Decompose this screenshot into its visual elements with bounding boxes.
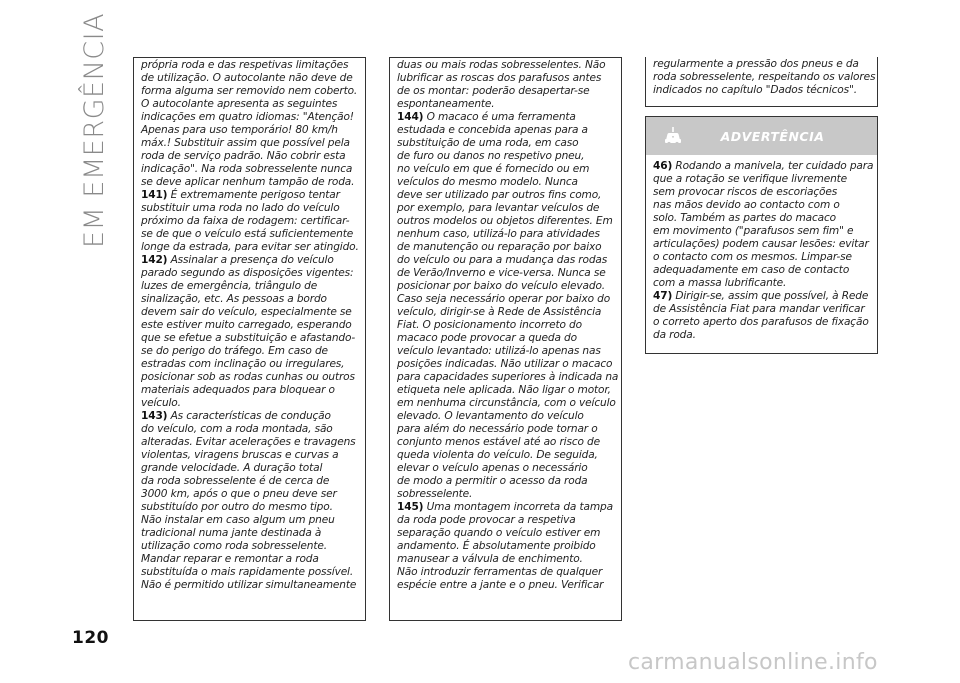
paragraph xyxy=(397,111,619,501)
column-2-text xyxy=(390,58,621,592)
warning-box xyxy=(645,116,878,354)
line-text: sem provocar riscos de escoriações xyxy=(653,186,838,198)
line-text: adequadamente em caso de contacto xyxy=(653,264,850,276)
paragraph xyxy=(141,254,359,410)
text-line xyxy=(141,475,359,488)
text-line xyxy=(141,215,359,228)
line-text: solo. Também as partes do macaco xyxy=(653,212,836,224)
text-line xyxy=(141,345,359,358)
line-text: substituído por outro do mesmo tipo. xyxy=(141,501,333,513)
text-line xyxy=(397,111,615,124)
text-line xyxy=(397,215,615,228)
text-line xyxy=(397,150,615,163)
text-line xyxy=(397,254,615,267)
text-line xyxy=(653,238,871,251)
text-line xyxy=(141,189,359,202)
text-line xyxy=(141,176,359,189)
line-text: As características de condução xyxy=(170,410,331,422)
line-text: Dirigir-se, assim que possível, à Rede xyxy=(675,290,869,302)
line-text: tradicional numa jante destinada à xyxy=(141,527,322,539)
text-line xyxy=(141,202,359,215)
text-line xyxy=(141,332,359,345)
line-text: sinalização, etc. As pessoas a bordo xyxy=(141,293,327,305)
line-text: com a massa lubrificante. xyxy=(653,277,787,289)
text-line xyxy=(397,189,615,202)
text-line xyxy=(141,228,359,241)
text-line xyxy=(397,124,615,137)
text-line xyxy=(141,462,359,475)
column-2 xyxy=(389,57,622,621)
text-line xyxy=(397,85,615,98)
line-text: alteradas. Evitar acelerações e travagens xyxy=(141,436,356,448)
text-line xyxy=(397,163,615,176)
line-text: para além do necessário pode tornar o xyxy=(397,423,598,435)
line-text: Assinalar a presença do veículo xyxy=(170,254,334,266)
text-line xyxy=(397,358,615,371)
line-text: da roda sobresselente é de cerca de xyxy=(141,475,330,487)
text-line xyxy=(397,553,615,566)
line-text: se do perigo do tráfego. Em caso de xyxy=(141,345,328,357)
watermark: carmanualsonline.info xyxy=(628,650,878,675)
section-title: EM EMERGÊNCIA xyxy=(79,12,110,248)
line-text: o contacto com os mesmos. Limpar-se xyxy=(653,251,852,263)
line-text: Caso seja necessário operar por baixo do xyxy=(397,293,611,305)
line-text: luzes de emergência, triângulo de xyxy=(141,280,318,292)
line-text: de Assistência Fiat para mandar verificar xyxy=(653,303,865,315)
text-line xyxy=(653,71,876,84)
line-text: posicionar por baixo do veículo elevado. xyxy=(397,280,606,292)
line-text: para capacidades superiores à indicada na xyxy=(397,371,619,383)
line-text: se de que o veículo está suficientemente xyxy=(141,228,354,240)
paragraph xyxy=(397,501,615,592)
paragraph xyxy=(653,160,874,290)
line-text: estradas com inclinação ou irregulares, xyxy=(141,358,345,370)
line-text: forma alguma ser removido nem coberto. xyxy=(141,85,358,97)
text-line xyxy=(397,137,615,150)
paragraph xyxy=(653,290,871,342)
line-text: de furo ou danos no respetivo pneu, xyxy=(397,150,585,162)
text-line xyxy=(397,397,615,410)
column-3-top xyxy=(645,57,878,107)
text-line xyxy=(397,514,615,527)
line-text: da roda pode provocar a respetiva xyxy=(397,514,576,526)
line-text: em nenhuma circunstância, com o veículo xyxy=(397,397,616,409)
note-number: 143) xyxy=(141,410,168,422)
line-text: Uma montagem incorreta da tampa xyxy=(426,501,613,513)
text-line xyxy=(141,501,359,514)
line-text: Não instalar em caso algum um pneu xyxy=(141,514,335,526)
text-line xyxy=(653,316,871,329)
warning-body xyxy=(646,155,877,342)
line-text: de Verão/Inverno e vice-versa. Nunca se xyxy=(397,267,606,279)
line-text: posicionar sob as rodas cunhas ou outros xyxy=(141,371,355,383)
text-line xyxy=(397,384,615,397)
text-line xyxy=(141,267,359,280)
text-line xyxy=(141,358,359,371)
line-text: veículos do mesmo modelo. Nunca xyxy=(397,176,578,188)
text-line xyxy=(141,59,359,72)
text-line xyxy=(141,527,359,540)
text-line xyxy=(397,228,615,241)
line-text: substituição de uma roda, em caso xyxy=(397,137,579,149)
line-text: grande velocidade. A duração total xyxy=(141,462,323,474)
line-text: roda sobresselente, respeitando os valores xyxy=(653,71,876,83)
text-line xyxy=(653,58,871,71)
line-text: etiqueta nele aplicada. Não ligar o motor, xyxy=(397,384,611,396)
line-text: do veículo, com a roda montada, são xyxy=(141,423,333,435)
text-line xyxy=(141,449,359,462)
text-line xyxy=(141,423,359,436)
text-line xyxy=(397,345,615,358)
text-line xyxy=(653,251,871,264)
text-line xyxy=(397,462,615,475)
line-text: indicados no capítulo "Dados técnicos". xyxy=(653,84,857,96)
line-text: roda de serviço padrão. Não cobrir esta xyxy=(141,150,346,162)
line-text: separação quando o veículo estiver em xyxy=(397,527,601,539)
line-text: materiais adequados para bloquear o xyxy=(141,384,335,396)
text-line xyxy=(141,371,359,384)
text-line xyxy=(397,319,615,332)
text-line xyxy=(397,501,615,514)
text-line xyxy=(397,98,615,111)
line-text: elevar o veículo apenas o necessário xyxy=(397,462,588,474)
text-line xyxy=(397,436,615,449)
text-line xyxy=(653,329,871,342)
line-text: de utilização. O autocolante não deve de xyxy=(141,72,353,84)
line-text: substituir uma roda no lado do veículo xyxy=(141,202,340,214)
text-line xyxy=(653,199,871,212)
text-line xyxy=(141,488,359,501)
line-text: espontaneamente. xyxy=(397,98,495,110)
line-text: no veículo em que é fornecido ou em xyxy=(397,163,590,175)
line-text: Apenas para uso temporário! 80 km/h xyxy=(141,124,338,136)
line-text: de manutenção ou reparação por baixo xyxy=(397,241,602,253)
text-line xyxy=(141,111,359,124)
line-text: veículo levantado: utilizá-lo apenas nas xyxy=(397,345,601,357)
line-text: em movimento ("parafusos sem fim" e xyxy=(653,225,854,237)
text-line xyxy=(653,303,871,316)
note-number: 145) xyxy=(397,501,424,513)
text-line xyxy=(397,202,615,215)
text-line xyxy=(141,280,359,293)
text-line xyxy=(653,225,871,238)
line-text: longe da estrada, para evitar ser atingido. xyxy=(141,241,359,253)
text-line xyxy=(141,293,359,306)
text-line xyxy=(397,527,615,540)
line-text: Não introduzir ferramentas de qualquer xyxy=(397,566,603,578)
line-text: máx.! Substituir assim que possível pela xyxy=(141,137,350,149)
text-line xyxy=(141,410,359,423)
text-line xyxy=(397,59,615,72)
text-line xyxy=(141,163,359,176)
text-line xyxy=(141,306,359,319)
line-text: estudada e concebida apenas para a xyxy=(397,124,588,136)
paragraph xyxy=(141,59,359,189)
text-line xyxy=(141,98,359,111)
text-line xyxy=(141,254,359,267)
line-text: elevado. O levantamento do veículo xyxy=(397,410,584,422)
line-text: outros modelos ou objetos diferentes. Em xyxy=(397,215,613,227)
text-line xyxy=(397,267,615,280)
line-text: macaco pode provocar a queda do xyxy=(397,332,577,344)
line-text: próximo da faixa de rodagem: certificar- xyxy=(141,215,350,227)
text-line xyxy=(653,264,871,277)
text-line xyxy=(653,160,874,173)
text-line xyxy=(141,397,359,410)
line-text: parado segundo as disposições vigentes: xyxy=(141,267,354,279)
text-line xyxy=(397,488,615,501)
text-line xyxy=(141,540,359,553)
line-text: utilização como roda sobresselente. xyxy=(141,540,327,552)
line-text: regularmente a pressão dos pneus e da xyxy=(653,58,859,70)
line-text: Rodando a manivela, ter cuidado para xyxy=(675,160,874,172)
line-text: devem sair do veículo, especialmente se xyxy=(141,306,352,318)
line-text: queda violenta do veículo. De seguida, xyxy=(397,449,598,461)
note-number: 142) xyxy=(141,254,168,266)
text-line xyxy=(397,72,615,85)
text-line xyxy=(397,306,615,319)
line-text: nas mãos devido ao contacto com o xyxy=(653,199,840,211)
text-line xyxy=(397,423,615,436)
note-number: 46) xyxy=(653,160,673,172)
line-text: do veículo ou para a mudança das rodas xyxy=(397,254,608,266)
line-text: deve ser utilizado par outros fins como, xyxy=(397,189,602,201)
text-line xyxy=(141,566,359,579)
text-line xyxy=(653,186,871,199)
warning-header xyxy=(646,117,877,155)
warning-title: ADVERTÊNCIA xyxy=(720,128,825,144)
line-text: o correto aperto dos parafusos de fixação xyxy=(653,316,869,328)
text-line xyxy=(141,124,359,137)
note-number: 144) xyxy=(397,111,424,123)
line-text: O autocolante apresenta as seguintes xyxy=(141,98,338,110)
text-line xyxy=(397,293,615,306)
text-line xyxy=(141,72,359,85)
text-line xyxy=(653,84,871,97)
text-line xyxy=(141,384,359,397)
text-line xyxy=(141,85,359,98)
note-number: 141) xyxy=(141,189,168,201)
line-text: se deve aplicar nenhum tampão de roda. xyxy=(141,176,355,188)
text-line xyxy=(397,540,615,553)
paragraph xyxy=(397,59,615,111)
text-line xyxy=(397,566,615,579)
line-text: este estiver muito carregado, esperando xyxy=(141,319,352,331)
text-line xyxy=(141,553,359,566)
line-text: articulações) podem causar lesões: evitar xyxy=(653,238,869,250)
paragraph xyxy=(141,410,359,592)
page-number: 120 xyxy=(72,628,109,648)
line-text: que se efetue a substituição e afastando- xyxy=(141,332,356,344)
line-text: que a rotação se verifique livremente xyxy=(653,173,848,185)
text-line xyxy=(653,212,871,225)
line-text: violentas, viragens bruscas e curvas a xyxy=(141,449,339,461)
text-line xyxy=(397,332,615,345)
text-line xyxy=(397,475,615,488)
paragraph xyxy=(141,189,359,254)
text-line xyxy=(397,449,615,462)
line-text: 3000 km, após o que o pneu deve ser xyxy=(141,488,337,500)
text-line xyxy=(141,514,359,527)
line-text: Não é permitido utilizar simultaneamente xyxy=(141,579,357,591)
line-text: O macaco é uma ferramenta xyxy=(426,111,576,123)
text-line xyxy=(397,176,615,189)
line-text: manusear a válvula de enchimento. xyxy=(397,553,583,565)
line-text: própria roda e das respetivas limitações xyxy=(141,59,349,71)
note-number: 47) xyxy=(653,290,673,302)
text-line xyxy=(397,579,615,592)
text-line xyxy=(653,290,871,303)
text-line xyxy=(141,241,359,254)
text-line xyxy=(653,277,871,290)
column-1-text xyxy=(134,58,365,592)
line-text: da roda. xyxy=(653,329,696,341)
text-line xyxy=(397,410,615,423)
column-1 xyxy=(133,57,366,621)
line-text: Mandar reparar e remontar a roda xyxy=(141,553,319,565)
line-text: substituída o mais rapidamente possível. xyxy=(141,566,354,578)
line-text: veículo. xyxy=(141,397,181,409)
line-text: indicações em quatro idiomas: "Atenção! xyxy=(141,111,354,123)
line-text: de os montar: poderão desapertar-se xyxy=(397,85,590,97)
line-text: espécie entre a jante e o pneu. Verificar xyxy=(397,579,604,591)
line-text: veículo, dirigir-se à Rede de Assistência xyxy=(397,306,602,318)
line-text: lubrificar as roscas dos parafusos antes xyxy=(397,72,602,84)
text-line xyxy=(141,436,359,449)
paragraph xyxy=(653,58,876,97)
column-3-top-text xyxy=(646,57,877,97)
line-text: conjunto menos estável até ao risco de xyxy=(397,436,600,448)
text-line xyxy=(141,319,359,332)
line-text: nenhum caso, utilizá-lo para atividades xyxy=(397,228,600,240)
line-text: posições indicadas. Não utilizar o macaco xyxy=(397,358,613,370)
line-text: É extremamente perigoso tentar xyxy=(170,189,340,201)
line-text: indicação". Na roda sobresselente nunca xyxy=(141,163,353,175)
text-line xyxy=(397,280,615,293)
text-line xyxy=(397,371,619,384)
line-text: sobresselente. xyxy=(397,488,473,500)
line-text: Fiat. O posicionamento incorreto do xyxy=(397,319,582,331)
text-line xyxy=(653,173,871,186)
text-line xyxy=(397,241,615,254)
text-line xyxy=(141,150,359,163)
line-text: por exemplo, para levantar veículos de xyxy=(397,202,600,214)
line-text: andamento. É absolutamente proibido xyxy=(397,540,596,552)
text-line xyxy=(141,137,359,150)
text-line xyxy=(141,579,359,592)
line-text: de modo a permitir o acesso da roda xyxy=(397,475,588,487)
line-text: duas ou mais rodas sobresselentes. Não xyxy=(397,59,606,71)
